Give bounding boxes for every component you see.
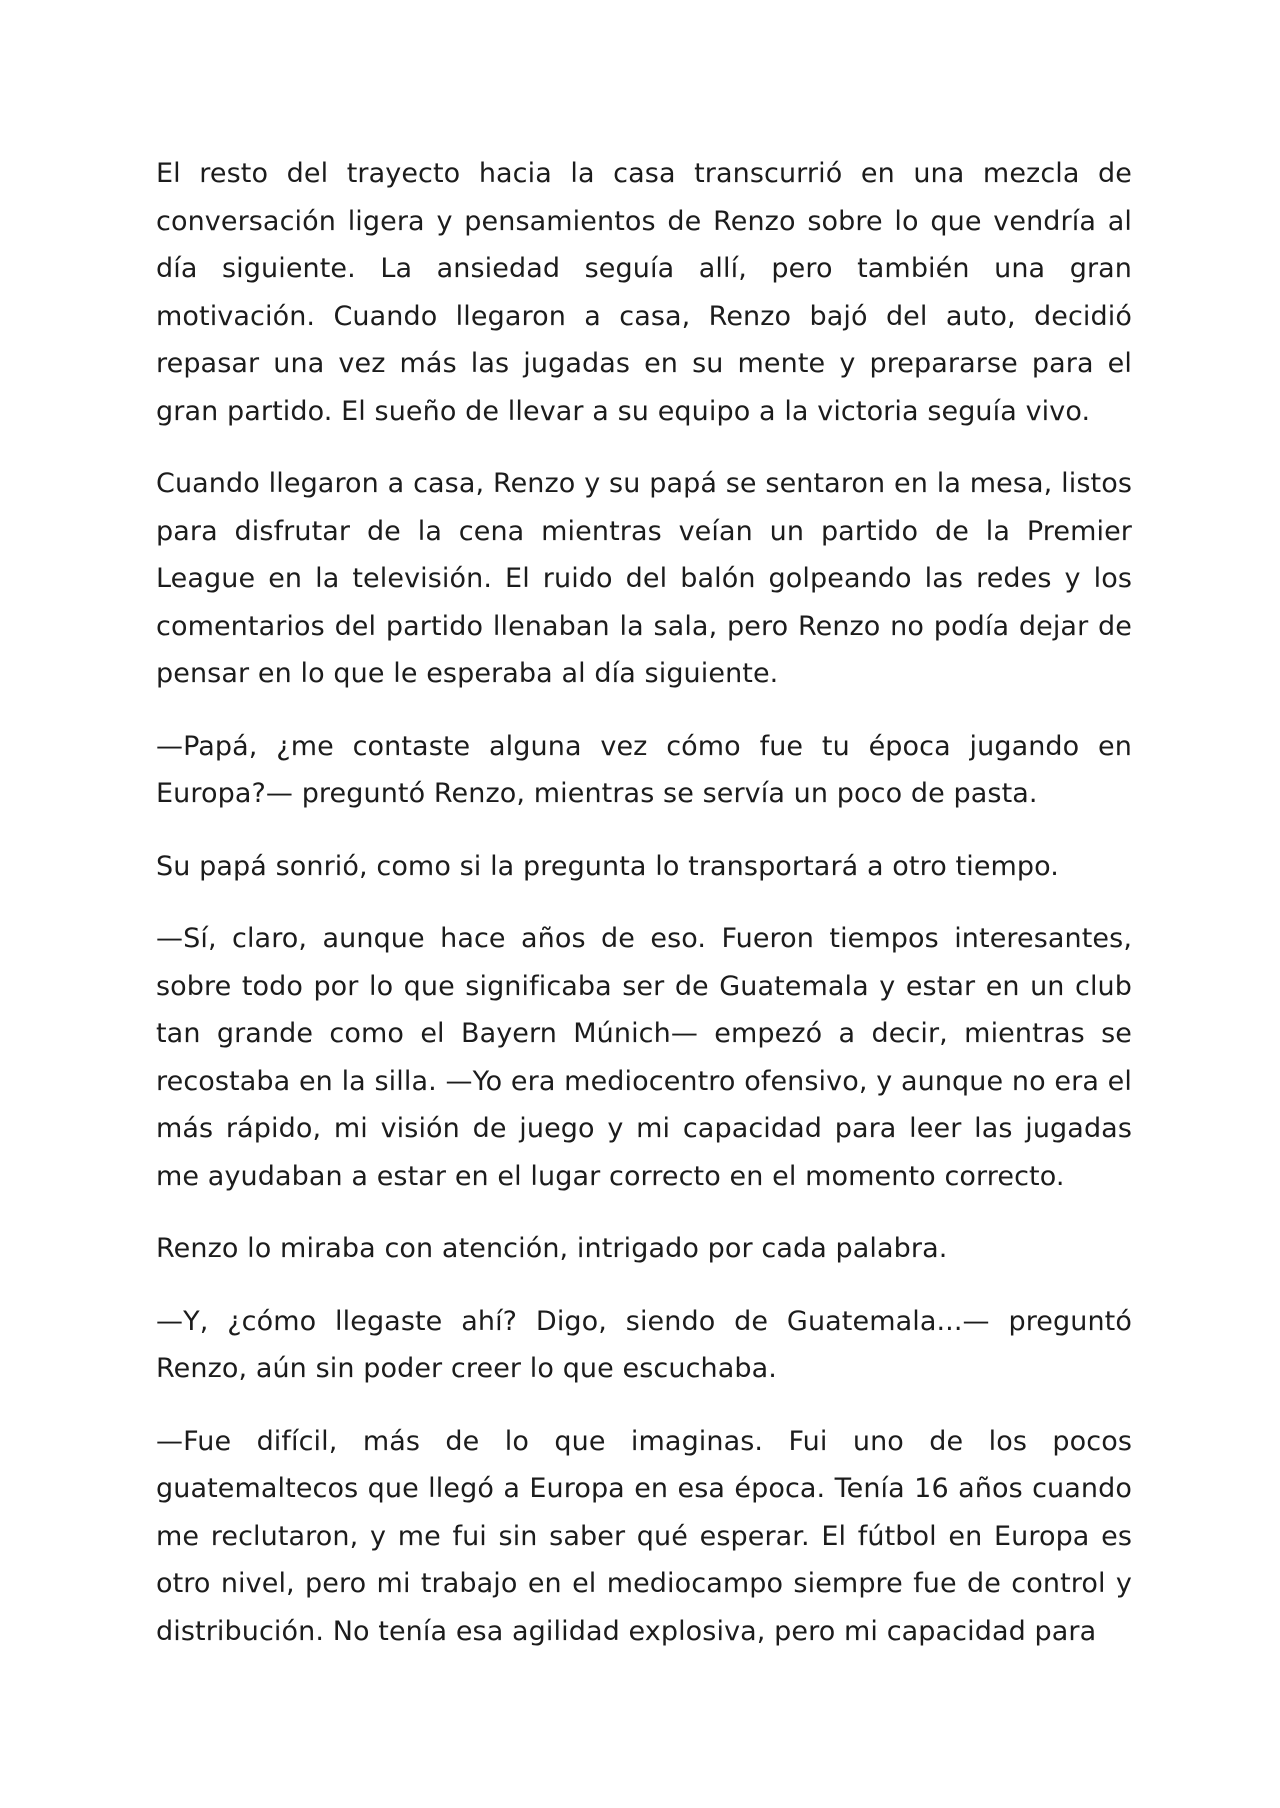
paragraph-6: Renzo lo miraba con atención, intrigado por cada palabra. bbox=[156, 1233, 948, 1264]
paragraph-3: —Papá, ¿me contaste alguna vez cómo fue tu época jugando en Europa?— preguntó Renzo, mientras se servía un poco de pasta. bbox=[156, 730, 1132, 809]
paragraph-7: —Y, ¿cómo llegaste ahí? Digo, siendo de Guatemala...— preguntó Renzo, aún sin poder creer lo que escuchaba. bbox=[156, 1305, 1132, 1384]
paragraph-5: —Sí, claro, aunque hace años de eso. Fueron tiempos interesantes, sobre todo por lo que significaba ser de Guatemala y estar en un club tan grande como el Bayern Múnich— empezó a decir, mientras se recostaba en la silla. —Yo era mediocentro ofensivo, y aunque no era el más rápido, mi visión de juego y mi capacidad para leer las jugadas me ayudaban a estar en el lugar correcto en el momento correcto. bbox=[156, 923, 1132, 1192]
paragraph-4: Su papá sonrió, como si la pregunta lo transportará a otro tiempo. bbox=[156, 850, 1059, 882]
paragraph-2: Cuando llegaron a casa, Renzo y su papá se sentaron en la mesa, listos para disfrutar de la cena mientras veían un partido de la Premier League en la televisión. El ruido del balón golpeando las redes y los comentarios del partido llenaban la sala, pero Renzo no podía dejar de pensar en lo que le esperaba al día siguiente. bbox=[156, 468, 1132, 689]
paragraph-8: —Fue difícil, más de lo que imaginas. Fui uno de los pocos guatemaltecos que llegó a Europa en esa época. Tenía 16 años cuando me reclutaron, y me fui sin saber qué esperar. El fútbol en Europa es otro nivel, pero mi trabajo en el mediocampo siempre fue de control y distribución. No tenía esa agilidad explosiva, pero mi capacidad para bbox=[156, 1425, 1132, 1647]
body-text bbox=[156, 150, 1132, 1655]
paragraph-1: El resto del trayecto hacia la casa transcurrió en una mezcla de conversación ligera y pensamientos de Renzo sobre lo que vendría al día siguiente. La ansiedad seguía allí, pero también una gran motivación. Cuando llegaron a casa, Renzo bajó del auto, decidió repasar una vez más las jugadas en su mente y prepararse para el gran partido. El sueño de llevar a su equipo a la victoria seguía vivo. bbox=[156, 158, 1132, 427]
